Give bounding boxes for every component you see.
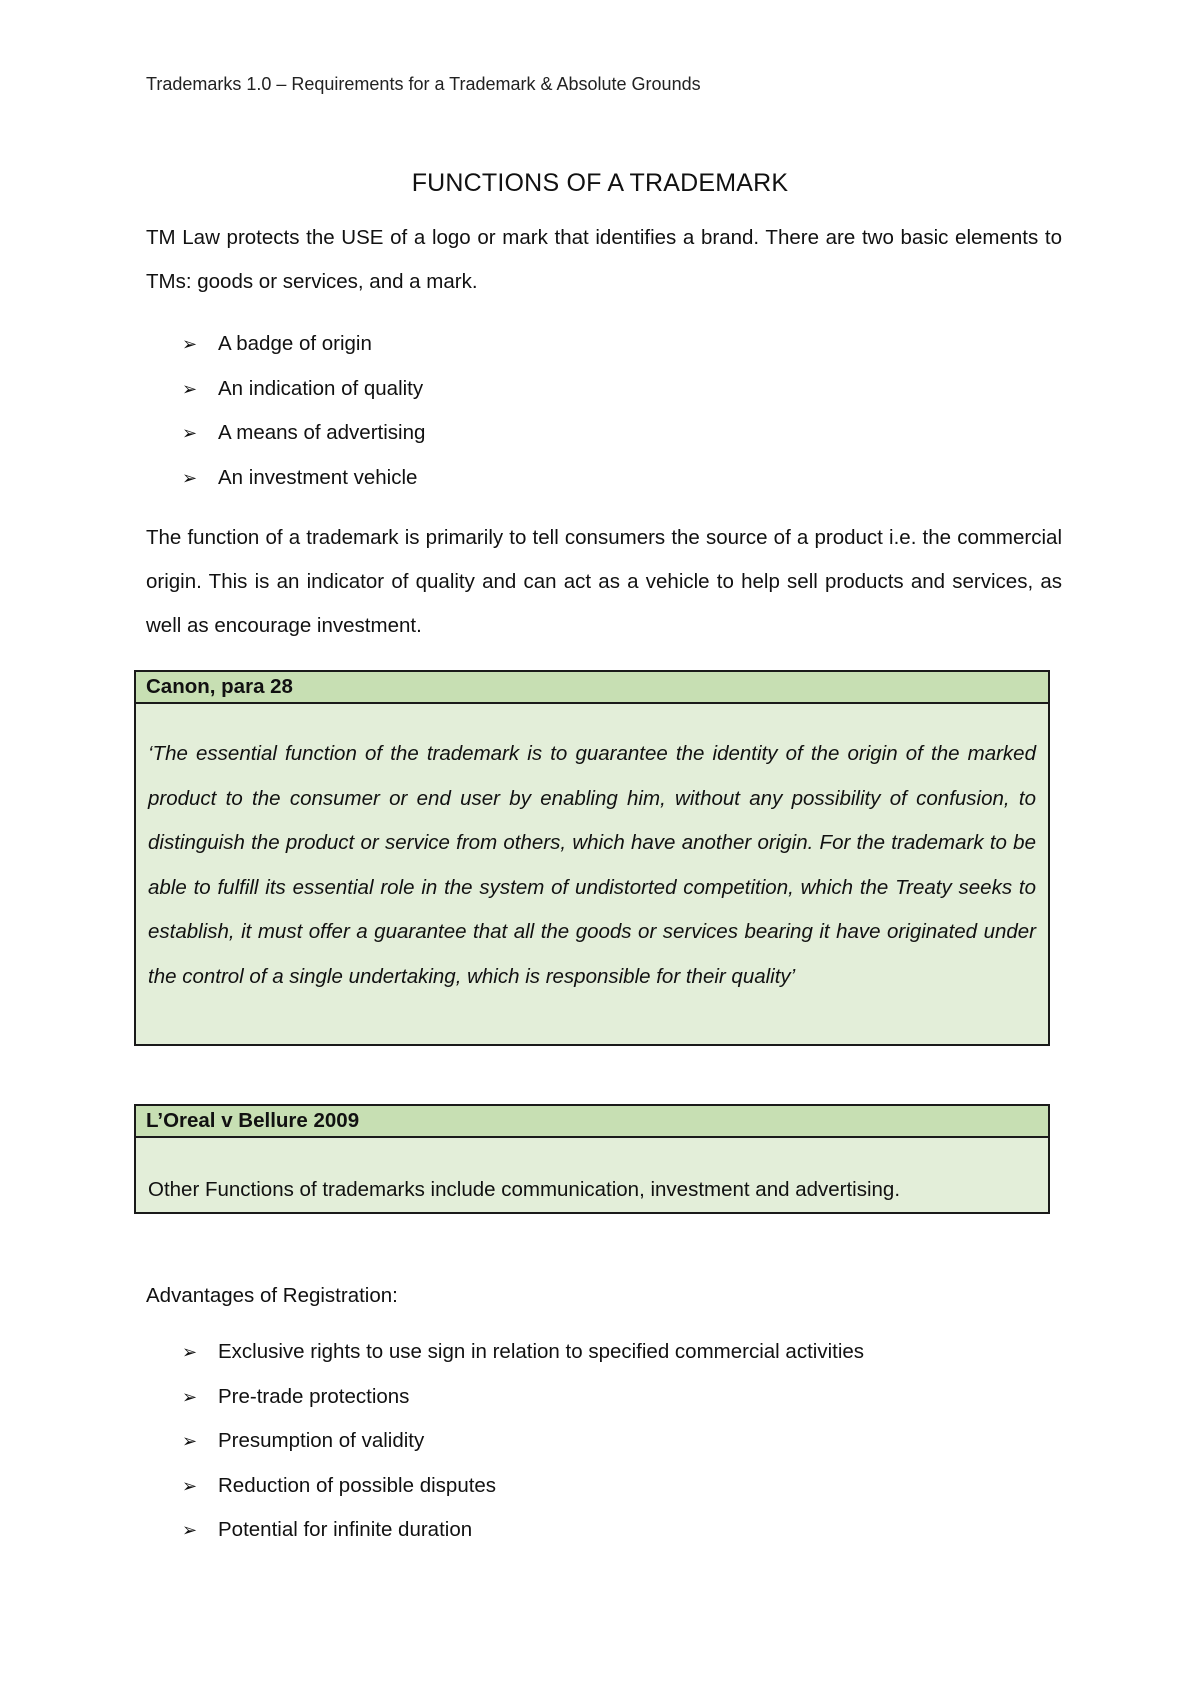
list-item-text: A means of advertising — [218, 421, 426, 444]
list-item — [182, 1375, 864, 1420]
list-item-text: Reduction of possible disputes — [218, 1473, 497, 1497]
summary-paragraph: The function of a trademark is primarily to tell consumers the source of a product i.e. the commercial origin. This is an indicator of quality and can act as a vehicle to help sell products and services, as well as encourage investment. — [146, 526, 1062, 637]
arrowhead-bullet-icon: ➢ — [182, 378, 198, 399]
running-header: Trademarks 1.0 – Requirements for a Trademark & Absolute Grounds — [146, 74, 701, 94]
case-box-heading: L’Oreal v Bellure 2009 — [136, 1106, 1048, 1138]
arrowhead-bullet-icon: ➢ — [182, 423, 198, 443]
list-item — [182, 367, 425, 412]
case-box-quote: ‘The essential function of the trademark is to guarantee the identity of the origin of the marked product to the consumer or end user by enabling him, without any possibility of confusion, to distinguish the product or service from others, which have another origin. For the trademark to be able to fulfill its essential role in the system of undistorted competition, which the Treaty seeks to establish, it must offer a guarantee that all the goods or services bearing it have originated under the control of a single undertaking, which is responsible for their quality’ — [148, 742, 1036, 988]
advantages-heading: Advantages of Registration: — [146, 1284, 398, 1307]
case-box-text: Other Functions of trademarks include communication, investment and advertising. — [148, 1178, 901, 1201]
list-item — [182, 411, 425, 456]
advantages-list — [182, 1330, 864, 1553]
list-item-text: A badge of origin — [218, 332, 372, 355]
list-item-text: Exclusive rights to use sign in relation to specified commercial activities — [218, 1340, 865, 1363]
arrowhead-bullet-icon: ➢ — [182, 1475, 198, 1496]
arrowhead-bullet-icon: ➢ — [182, 334, 198, 354]
list-item-text: Presumption of validity — [218, 1429, 425, 1452]
arrowhead-bullet-icon: ➢ — [182, 1520, 198, 1540]
arrowhead-bullet-icon: ➢ — [182, 467, 198, 488]
list-item-text: Pre-trade protections — [218, 1384, 410, 1408]
list-item-text: Potential for infinite duration — [218, 1518, 473, 1541]
list-item — [182, 456, 425, 501]
list-item-text: An investment vehicle — [218, 465, 418, 489]
arrowhead-bullet-icon: ➢ — [182, 1431, 198, 1451]
case-box-canon — [134, 670, 1050, 1046]
arrowhead-bullet-icon: ➢ — [182, 1386, 198, 1407]
list-item — [182, 1419, 864, 1464]
list-item — [182, 322, 425, 367]
page-title: FUNCTIONS OF A TRADEMARK — [411, 168, 789, 197]
functions-list — [182, 322, 425, 500]
intro-paragraph: TM Law protects the USE of a logo or mark that identifies a brand. There are two basic elements to TMs: goods or services, and a mark. — [146, 226, 1062, 293]
case-box-heading: Canon, para 28 — [136, 672, 1048, 704]
list-item — [182, 1464, 864, 1509]
list-item-text: An indication of quality — [218, 376, 424, 400]
arrowhead-bullet-icon: ➢ — [182, 1342, 198, 1362]
case-box-loreal — [134, 1104, 1050, 1214]
list-item — [182, 1508, 864, 1553]
list-item — [182, 1330, 864, 1375]
